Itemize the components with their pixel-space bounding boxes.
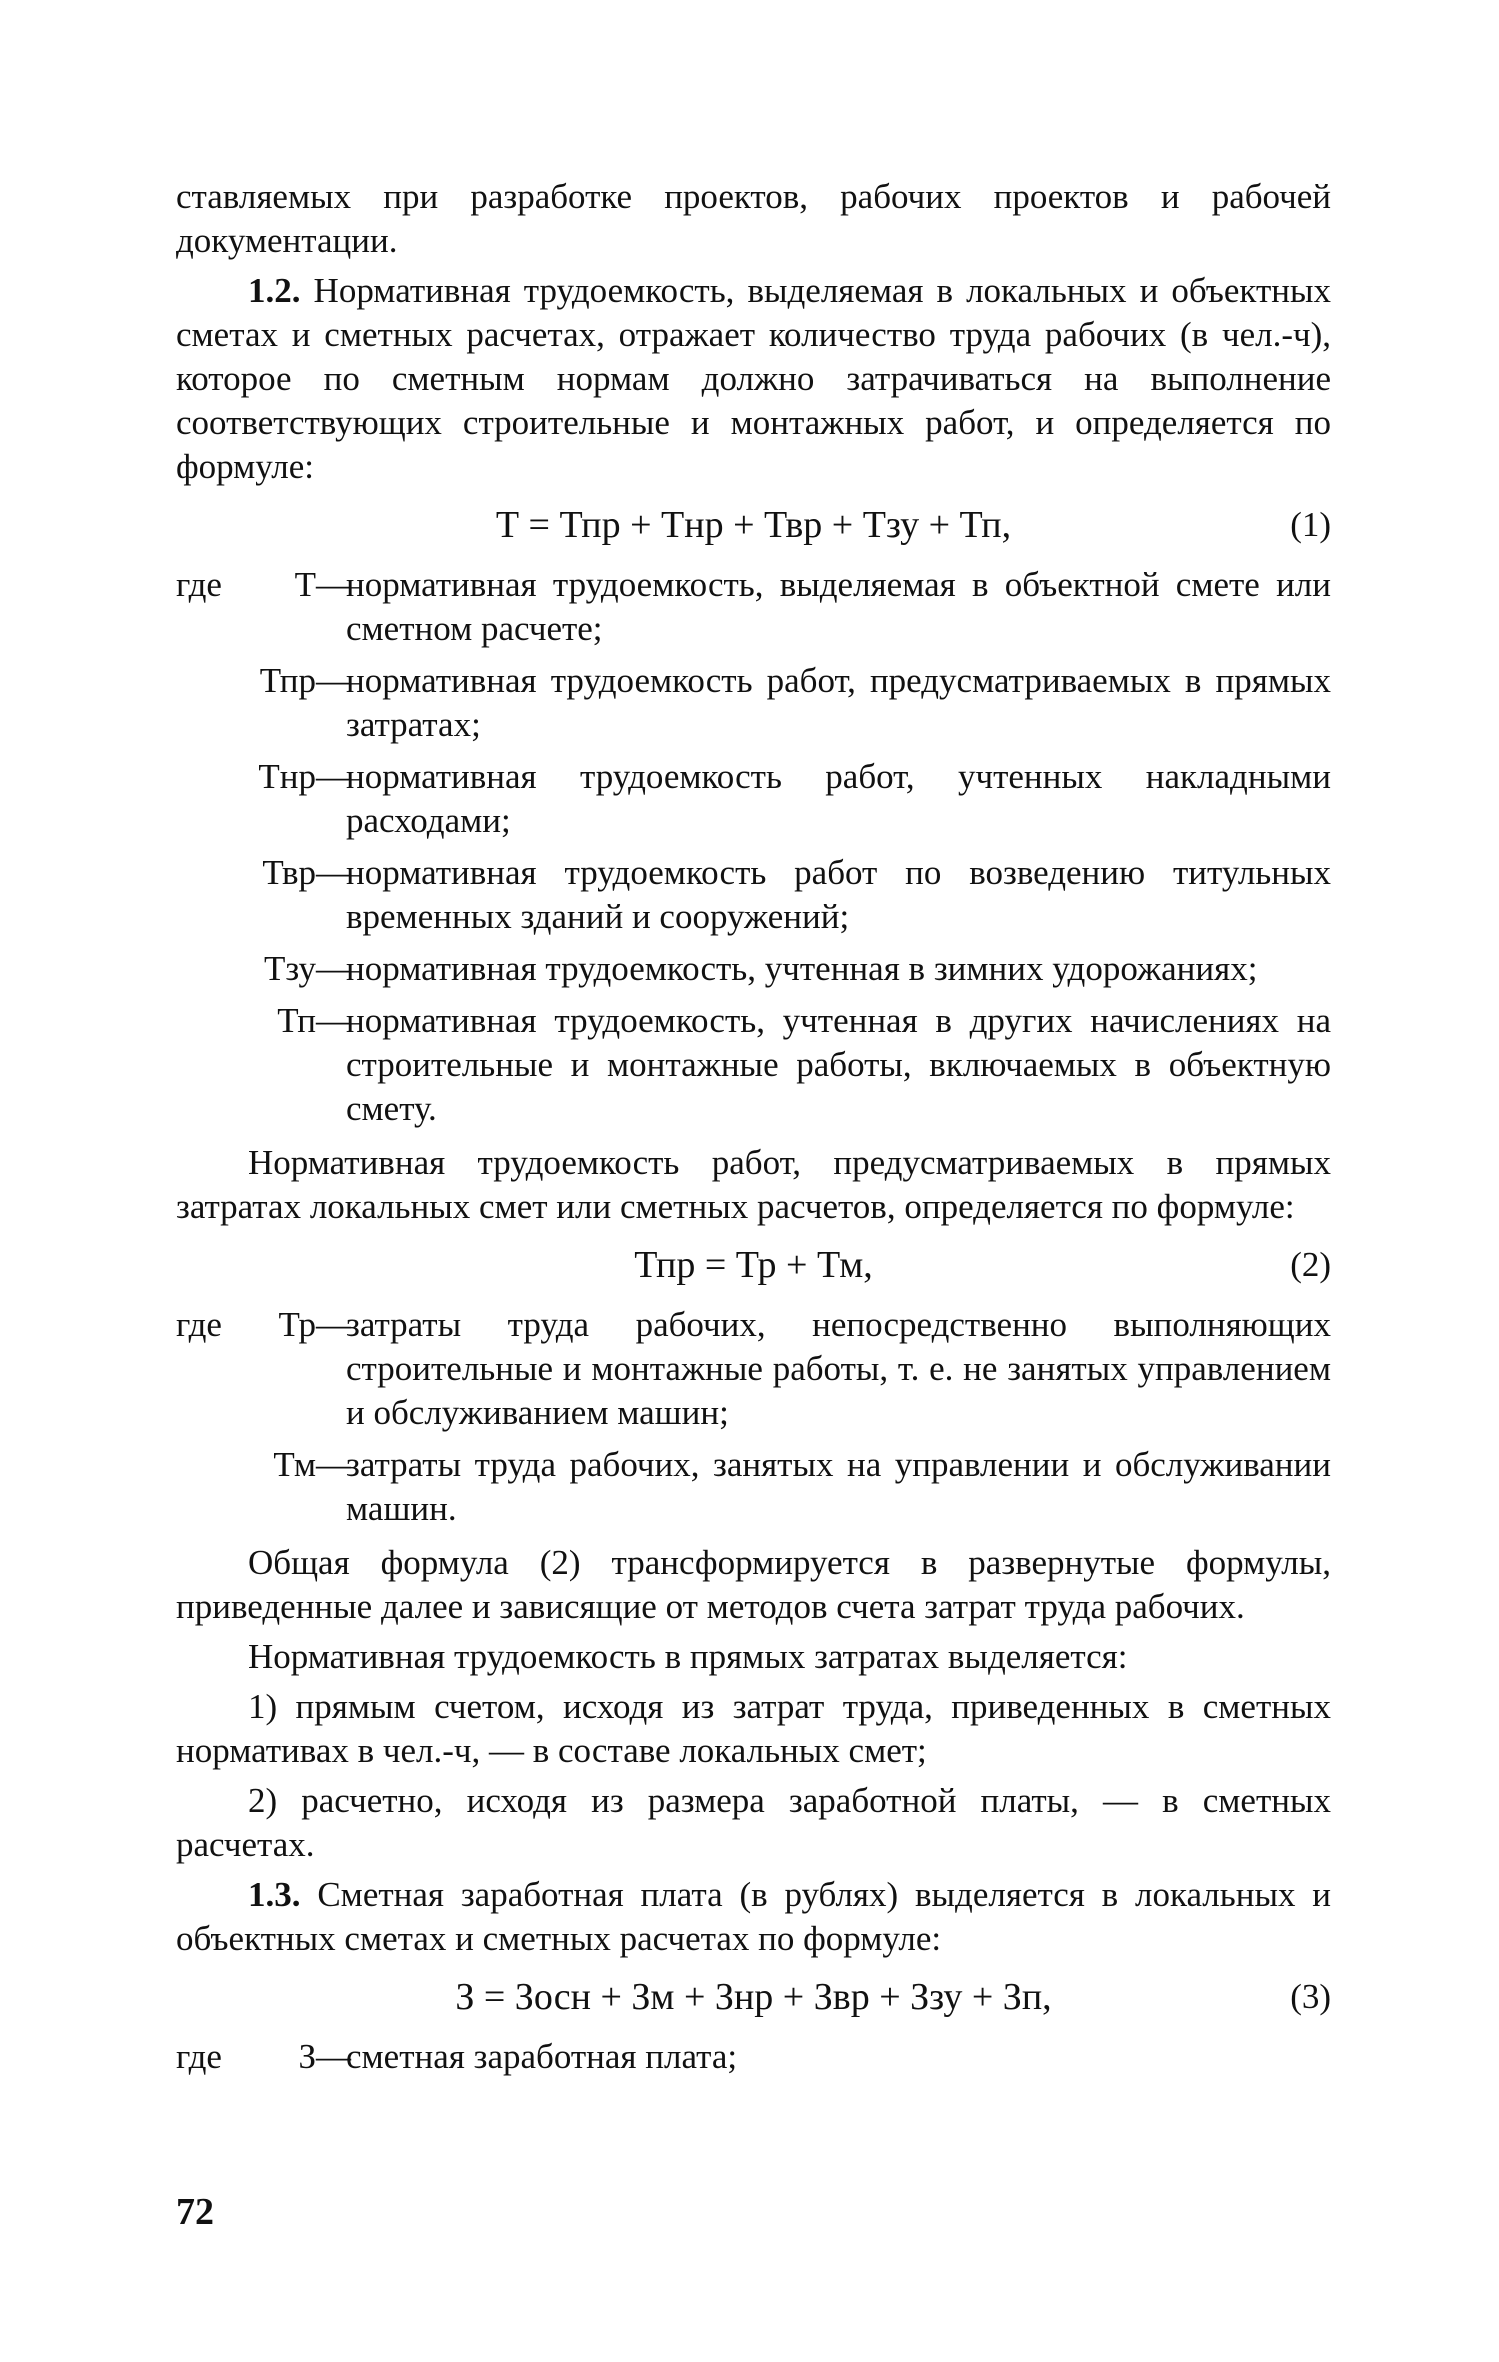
- definition-text: сметная заработная плата;: [346, 2037, 738, 2076]
- formula-expression: Тпр = Тр + Тм,: [634, 1244, 873, 1286]
- formula-1: [176, 495, 1331, 555]
- definition-list-2: [176, 1303, 1331, 1531]
- paragraph-continuation: ставляемых при разработке проектов, рабочих проектов и рабочей документации.: [176, 177, 1331, 260]
- definition-dash: —: [316, 1305, 351, 1344]
- paragraph-text: Нормативная трудоемкость, выделяемая в локальных и объектных сметах и сметных расчетах, отражает количество труда рабочих (в чел.-ч), которое по сметным нормам должно затрачиваться на выполнение соответствующих строительные и монтажных работ, и определяется по формуле:: [176, 271, 1331, 486]
- definition-symbol: З: [298, 2037, 316, 2076]
- definition-prefix: где: [176, 1305, 222, 1344]
- definition-dash: —: [316, 949, 351, 988]
- definition-text: нормативная трудоемкость работ, учтенных накладными расходами;: [346, 757, 1331, 840]
- formula-number: (2): [1290, 1245, 1331, 1284]
- definition-symbol: Тр: [278, 1305, 316, 1344]
- formula-2: [176, 1235, 1331, 1295]
- section-number: 1.3.: [248, 1875, 301, 1914]
- definition-item: [176, 563, 1331, 651]
- formula-expression: Т = Тпр + Тнр + Твр + Тзу + Тп,: [495, 504, 1012, 546]
- definition-item: [176, 851, 1331, 939]
- definition-dash: —: [316, 2037, 351, 2076]
- definition-symbol: Тпр: [259, 661, 316, 700]
- definition-item: [176, 755, 1331, 843]
- definition-dash: —: [316, 565, 351, 604]
- paragraph-text: Сметная заработная плата (в рублях) выделяется в локальных и объектных сметах и сметных расчетах по формуле:: [176, 1875, 1332, 1958]
- paragraph-list-item-1: 1) прямым счетом, исходя из затрат труда, приведенных в сметных нормативах в чел.-ч, — в составе локальных смет;: [176, 1687, 1331, 1770]
- definition-item: [176, 2035, 1331, 2079]
- section-number: 1.2.: [248, 271, 301, 310]
- page-number: 72: [176, 2191, 214, 2233]
- formula-3: [176, 1967, 1331, 2027]
- definition-list-3: [176, 2035, 1331, 2079]
- paragraph-section-1-3: [176, 1873, 1331, 1961]
- definition-item: [176, 999, 1331, 1131]
- definition-text: затраты труда рабочих, непосредственно выполняющих строительные и монтажные работы, т. е. не занятых управлением и обслуживанием машин;: [346, 1305, 1331, 1432]
- definition-prefix: где: [176, 2037, 222, 2076]
- paragraph-list-item-2: 2) расчетно, исходя из размера заработной платы, — в сметных расчетах.: [176, 1781, 1331, 1864]
- paragraph-allocation-intro: Нормативная трудоемкость в прямых затратах выделяется:: [248, 1637, 1128, 1676]
- definition-item: [176, 1303, 1331, 1435]
- paragraph-general-formula: Общая формула (2) трансформируется в развернутые формулы, приведенные далее и зависящие от методов счета затрат труда рабочих.: [176, 1543, 1331, 1626]
- formula-expression: З = Зосн + Зм + Знр + Звр + Ззу + Зп,: [455, 1976, 1052, 2018]
- definition-symbol: Тнр: [258, 757, 316, 796]
- definition-symbol: Т: [294, 565, 316, 604]
- paragraph-section-1-2: [176, 269, 1331, 489]
- formula-number: (3): [1290, 1977, 1331, 2016]
- definition-dash: —: [316, 1445, 351, 1484]
- definition-item: [176, 947, 1331, 991]
- definition-text: затраты труда рабочих, занятых на управлении и обслуживании машин.: [346, 1445, 1331, 1528]
- definition-text: нормативная трудоемкость работ по возведению титульных временных зданий и сооружений;: [346, 853, 1331, 936]
- definition-text: нормативная трудоемкость, учтенная в зимних удорожаниях;: [346, 949, 1258, 988]
- definition-symbol: Тзу: [264, 949, 316, 988]
- definition-list-1: [176, 563, 1331, 1131]
- definition-text: нормативная трудоемкость работ, предусматриваемых в прямых затратах;: [346, 661, 1331, 744]
- definition-dash: —: [316, 853, 351, 892]
- definition-text: нормативная трудоемкость, выделяемая в объектной смете или сметном расчете;: [346, 565, 1331, 648]
- definition-dash: —: [316, 661, 351, 700]
- definition-symbol: Тм: [273, 1445, 316, 1484]
- definition-symbol: Твр: [262, 853, 316, 892]
- definition-item: [176, 659, 1331, 747]
- definition-text: нормативная трудоемкость, учтенная в других начислениях на строительные и монтажные работы, включаемых в объектную смету.: [346, 1001, 1331, 1128]
- definition-prefix: где: [176, 565, 222, 604]
- definition-item: [176, 1443, 1331, 1531]
- definition-dash: —: [316, 1001, 351, 1040]
- definition-dash: —: [316, 757, 351, 796]
- formula-number: (1): [1290, 505, 1331, 544]
- paragraph-direct-costs: Нормативная трудоемкость работ, предусматриваемых в прямых затратах локальных смет или сметных расчетов, определяется по формуле:: [176, 1143, 1331, 1226]
- definition-symbol: Тп: [277, 1001, 316, 1040]
